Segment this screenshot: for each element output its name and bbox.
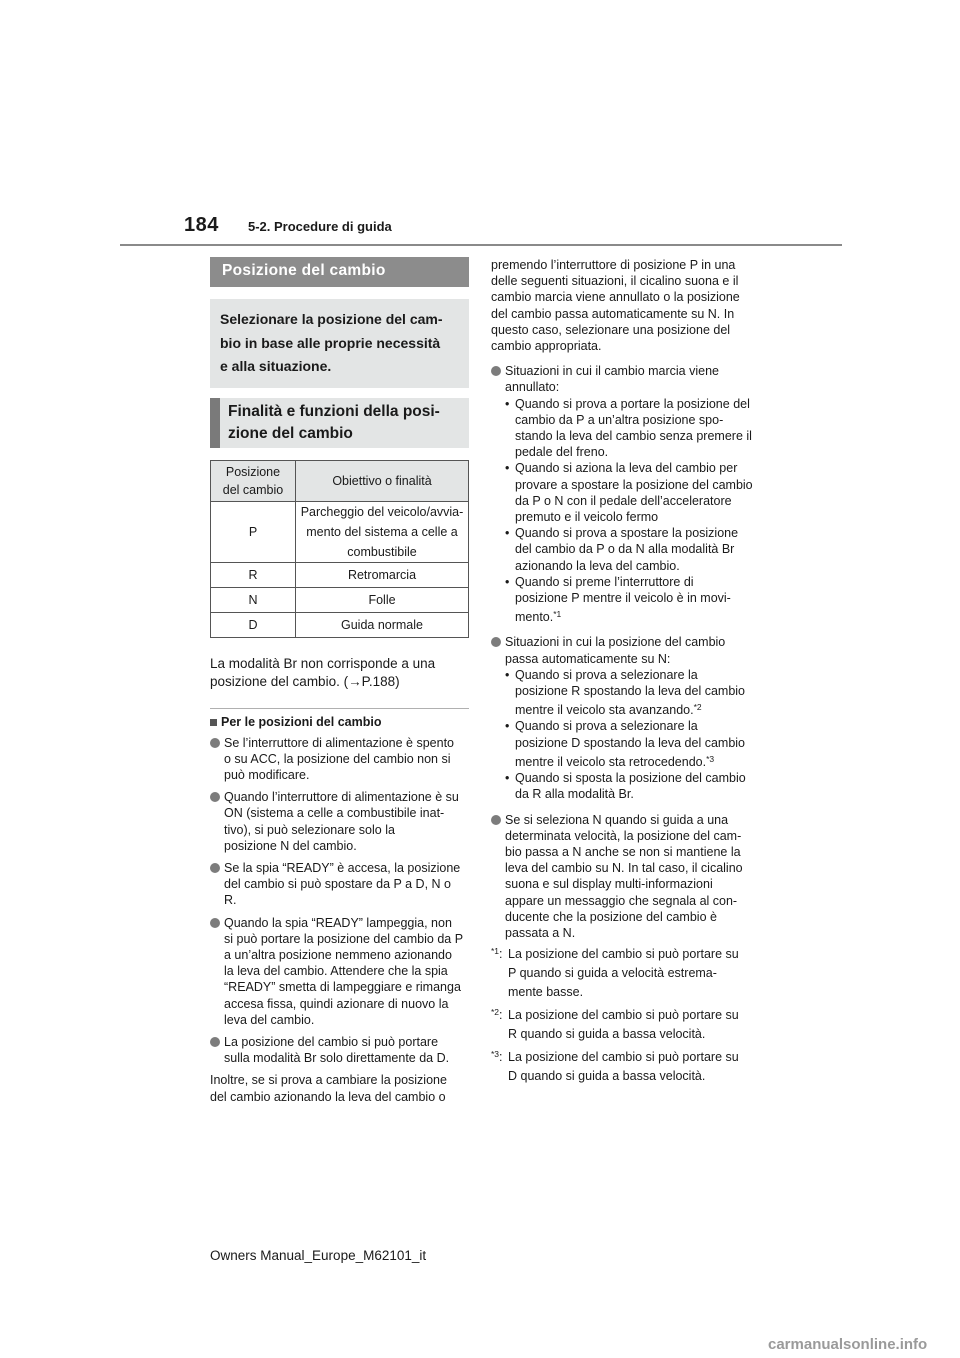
subheading: Per le posizioni del cambio <box>210 715 469 729</box>
footnote: $^{*3}$: La posizione del cambio si può portare su D quando si guida a bassa velocità. <box>491 1049 739 1084</box>
subsection-title-box <box>210 398 469 448</box>
table-row <box>211 587 469 612</box>
list-item: Se l’interruttore di alimentazione è spento o su ACC, la posizione del cambio non si può modificare. <box>210 735 469 784</box>
round-bullet-icon <box>491 637 501 647</box>
intro-line: e alla situazione. <box>220 358 332 374</box>
footnote: $^{*2}$: La posizione del cambio si può portare su R quando si guida a bassa velocità. <box>491 1007 739 1042</box>
subsection-title-line: zione del cambio <box>228 424 353 442</box>
subsection-accent-bar <box>210 398 220 448</box>
shift-position-table <box>210 460 469 638</box>
table-cell-position: N <box>211 587 296 612</box>
intro-line: Selezionare la posizione del cam- <box>220 311 443 327</box>
footnote-marker: *3 <box>706 753 715 764</box>
br-mode-note: La modalità Br non corrisponde a una posizione del cambio. (→P.188) <box>210 655 469 692</box>
table-cell-purpose: Folle <box>296 587 469 612</box>
table-cell-position: P <box>211 501 296 562</box>
round-bullet-icon <box>210 792 220 802</box>
table-cell-purpose: Guida normale <box>296 612 469 637</box>
table-header-position: Posizione del cambio <box>211 460 296 501</box>
table-row <box>211 501 469 562</box>
paragraph: Inoltre, se si prova a cambiare la posizione del cambio azionando la leva del cambio o <box>210 1073 447 1104</box>
table-row <box>211 562 469 587</box>
paragraph: premendo l’interruttore di posizione P in una delle seguenti situazioni, il cicalino suona e il cambio marcia viene annullato o la posizione del cambio passa automaticamente su N. In questo caso, selezionare una posizione del cambio appropriata. <box>491 258 740 354</box>
list-item: Situazioni in cui la posizione del cambio passa automaticamente su N: • Quando si prova a selezionare la posizione R spostando la leva del cambio mentre il veicolo sta avanzando.$^{*2}$ • Quando si prova a selezionare la posizione D spostando la leva del cambio mentre il veicolo sta retrocedendo.$^{*3}$ • Quando si sposta la posizione del cambio da R alla modalità Br. <box>491 634 753 802</box>
round-bullet-icon <box>210 918 220 928</box>
list-item: La posizione del cambio si può portare sulla modalità Br solo direttamente da D. <box>210 1034 469 1066</box>
table-header-purpose: Obiettivo o finalità <box>296 460 469 501</box>
subsection-title-line: Finalità e funzioni della posi- <box>228 402 440 420</box>
intro-line: bio in base alle proprie necessità <box>220 334 441 351</box>
list-item: Se si seleziona N quando si guida a una determinata velocità, la posizione del cam- bio passa a N anche se non si mantiene la leva del cambio su N. In tal caso, il cicalino suona e sul display multi-informazioni appare un messaggio che segnala al con- ducente che la posizione del cambio è passata a N. <box>491 812 753 942</box>
list-item: Quando l’interruttore di alimentazione è su ON (sistema a celle a combustibile inat- tivo), si può selezionare solo la posizione N del cambio. <box>210 789 469 854</box>
page-reference-link[interactable]: posizione del cambio. (→P.188) <box>210 674 400 689</box>
dash-item: • Quando si aziona la leva del cambio per provare a spostare la posizione del cambio da P o N con il pedale dell’acceleratore premuto e il veicolo fermo <box>505 461 753 525</box>
table-cell-position: D <box>211 612 296 637</box>
left-column <box>210 257 469 1105</box>
list-item: Situazioni in cui il cambio marcia viene annullato: • Quando si prova a portare la posizione del cambio da P a un’altra posizione spo- stando la leva del cambio senza premere il pedale del freno. • Quando si aziona la leva del cambio per provare a spostare la posizione del cambio da P o N con il pedale dell’acceleratore premuto e il veicolo fermo • Quando si prova a spostare la posizione del cambio da P o da N alla modalità Br azionando la leva del cambio. • Quando si preme l’interruttore di posizione P mentre il veicolo è in movi- mento.$^{*1}$ <box>491 363 753 625</box>
round-bullet-icon <box>491 366 501 376</box>
list-item: Quando la spia “READY” lampeggia, non si può portare la posizione del cambio da P a un’altra posizione nemmeno azionando la leva del cambio. Attendere che la spia “READY” smetta di lampeggiare e rimanga accesa fissa, quindi azionare di nuovo la leva del cambio. <box>210 915 469 1028</box>
footnote-marker: *2 <box>693 702 702 713</box>
dash-item: • Quando si sposta la posizione del cambio da R alla modalità Br. <box>505 771 746 802</box>
dash-item: • Quando si prova a portare la posizione del cambio da P a un’altra posizione spo- stando la leva del cambio senza premere il pedale del freno. <box>505 396 752 460</box>
round-bullet-icon <box>210 863 220 873</box>
table-header-row <box>211 460 469 501</box>
table-cell-position: R <box>211 562 296 587</box>
footnote: $^{*1}$: La posizione del cambio si può portare su P quando si guida a velocità estrema- mente basse. <box>491 946 739 1000</box>
intro-box <box>210 299 469 388</box>
page-number: 184 <box>184 214 219 236</box>
header-divider <box>120 244 842 246</box>
round-bullet-icon <box>491 815 501 825</box>
footnote-marker: *1 <box>553 609 562 620</box>
table-cell-purpose: Retromarcia <box>296 562 469 587</box>
dash-item: • Quando si prova a selezionare la posizione R spostando la leva del cambio mentre il veicolo sta avanzando.$^{*2}$ <box>505 667 745 718</box>
section-title: Posizione del cambio <box>210 257 469 287</box>
table-row <box>211 612 469 637</box>
round-bullet-icon <box>210 1037 220 1047</box>
right-column <box>491 257 753 1086</box>
document-title: Owners Manual_Europe_M62101_it <box>210 1248 427 1263</box>
dash-item: • Quando si preme l’interruttore di posizione P mentre il veicolo è in movi- mento.$^{*1}$ <box>505 574 731 625</box>
section-reference: 5-2. Procedure di guida <box>248 219 392 234</box>
square-bullet-icon <box>210 719 217 726</box>
dash-item: • Quando si prova a selezionare la posizione D spostando la leva del cambio mentre il veicolo sta retrocedendo.$^{*3}$ <box>505 719 745 769</box>
section-divider <box>210 708 469 709</box>
list-item: Se la spia “READY” è accesa, la posizione del cambio si può spostare da P a D, N o R. <box>210 860 469 909</box>
watermark: carmanualsonline.info <box>768 1336 928 1353</box>
round-bullet-icon <box>210 738 220 748</box>
table-cell-purpose: Parcheggio del veicolo/avvia- mento del sistema a celle a combustibile <box>296 501 469 562</box>
dash-item: • Quando si prova a spostare la posizione del cambio da P o da N alla modalità Br azionando la leva del cambio. <box>505 526 739 573</box>
